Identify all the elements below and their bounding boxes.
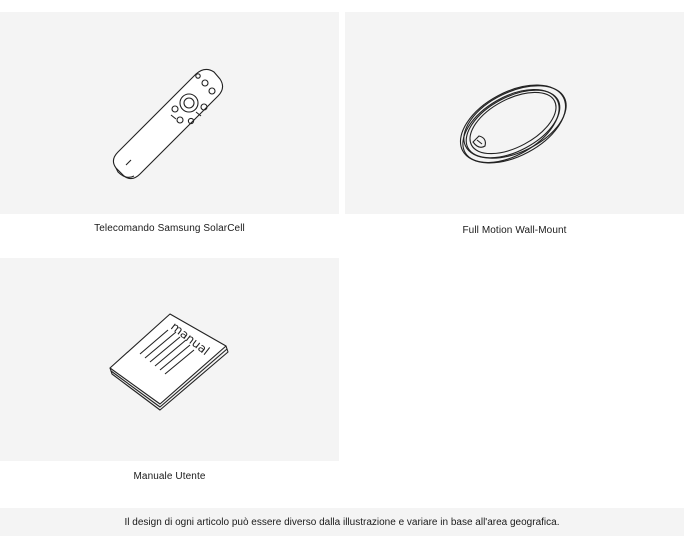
disclaimer-bar	[0, 508, 684, 536]
item-tile-manual	[0, 258, 339, 461]
item-tile-wall-mount	[345, 12, 684, 214]
disclaimer-text: Il design di ogni articolo può essere diverso dalla illustrazione e variare in base all'area geografica.	[124, 516, 560, 528]
caption-remote: Telecomando Samsung SolarCell	[94, 223, 245, 234]
item-tile-remote	[0, 12, 339, 214]
caption-wall-mount: Full Motion Wall-Mount	[462, 225, 567, 236]
remote-control-icon	[0, 12, 339, 214]
manual-cover-text: manual	[168, 319, 213, 359]
manual-book-icon	[0, 258, 339, 461]
cable-coil-icon	[345, 12, 684, 214]
caption-manual: Manuale Utente	[133, 471, 206, 482]
